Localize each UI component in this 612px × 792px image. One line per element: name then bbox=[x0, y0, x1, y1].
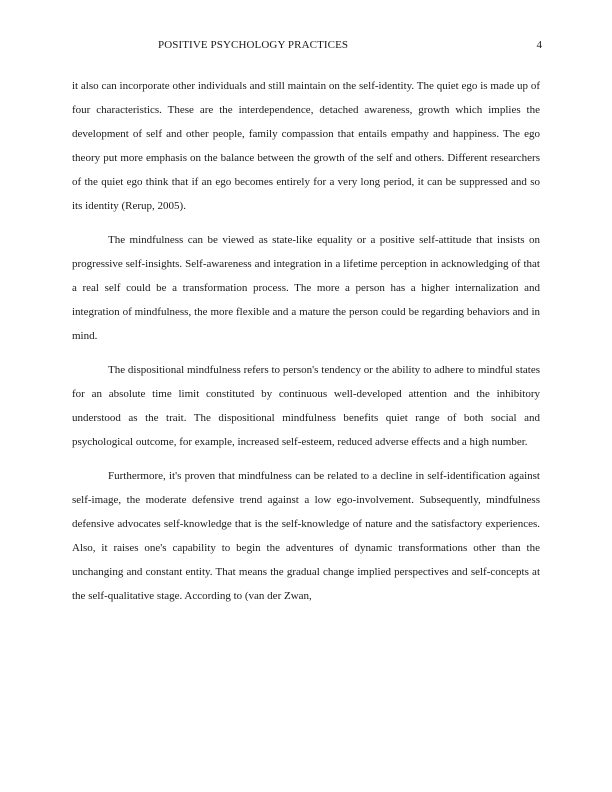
paragraph-4: Furthermore, it's proven that mindfulness can be related to a decline in self-identification against self-image, the moderate defensive trend against a low ego-involvement. Subsequently, mindfulness defensive advocates self-knowledge that is the self-knowledge of nature and the satisfactory experiences. Also, it raises one's capability to begin the adventures of dynamic transformations other than the unchanging and constant entity. That means the gradual change implied perspectives and self-concepts at the self-qualitative stage. According to (van der Zwan, bbox=[72, 470, 540, 602]
paragraph-3: The dispositional mindfulness refers to person's tendency or the ability to adhere to mindful states for an absolute time limit constituted by continuous well-developed attention and the inhibitory understood as the trait. The dispositional mindfulness benefits quiet range of both social and psychological outcome, for example, increased self-esteem, reduced adverse effects and a high number. bbox=[72, 364, 540, 448]
page-number: 4 bbox=[536, 39, 542, 51]
paragraph-1: it also can incorporate other individuals and still maintain on the self-identity. The quiet ego is made up of four characteristics. These are the interdependence, detached awareness, growth which implies the development of self and other people, family compassion that entails empathy and happiness. The ego theory put more emphasis on the balance between the growth of the self and others. Different researchers of the quiet ego think that if an ego becomes entirely for a very long period, it can be suppressed and so its identity (Rerup, 2005). bbox=[72, 80, 540, 212]
running-header bbox=[158, 37, 542, 53]
paragraph-2: The mindfulness can be viewed as state-like equality or a positive self-attitude that insists on progressive self-insights. Self-awareness and integration in a lifetime perception in acknowledging of that a real self could be a transformation process. The more a person has a higher internalization and integration of mindfulness, the more flexible and a mature the person could be regarding behaviors and in mind. bbox=[72, 234, 540, 342]
header-title: POSITIVE PSYCHOLOGY PRACTICES bbox=[158, 39, 349, 51]
document-body bbox=[72, 74, 540, 618]
